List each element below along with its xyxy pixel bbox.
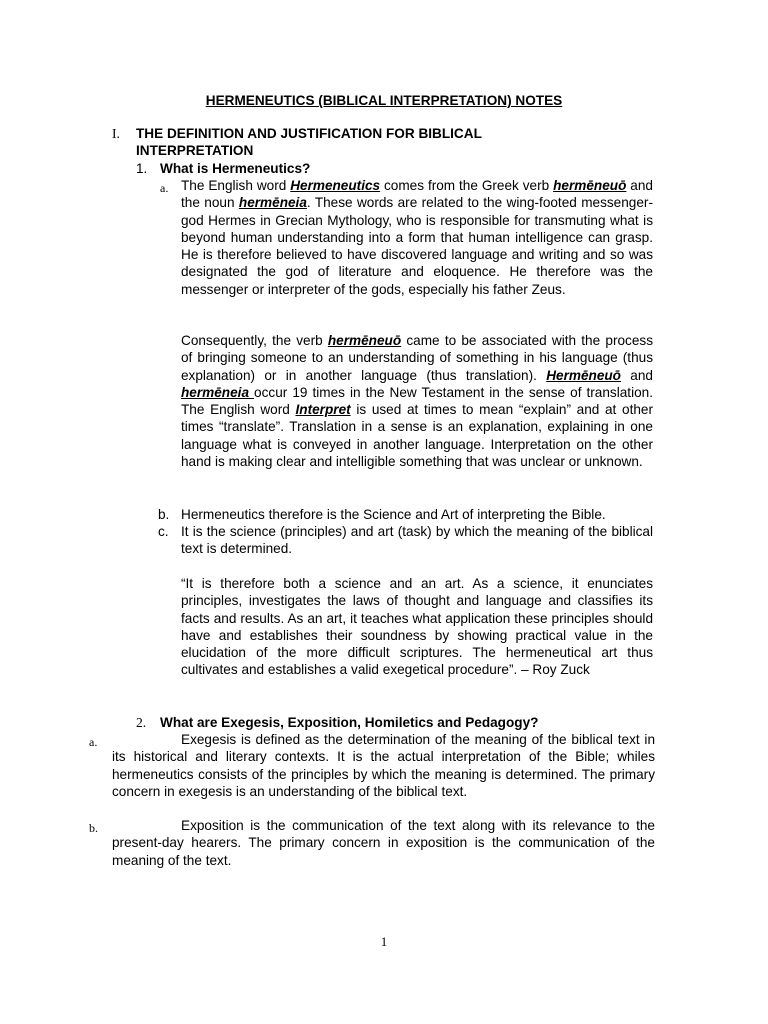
paragraph-text [181, 332, 653, 470]
term: Hermeneutics [290, 178, 381, 193]
text-span: The English word [181, 178, 291, 193]
subsection-number: 1. [136, 161, 148, 176]
item-marker: c. [158, 524, 169, 539]
subsection-heading [136, 160, 310, 177]
text-span: and [621, 367, 653, 383]
paragraph [112, 817, 655, 869]
paragraph-text: Hermeneutics therefore is the Science and Art of interpreting the Bible. [181, 507, 606, 522]
subsection-title: What is Hermeneutics? [160, 161, 311, 176]
text-span: came to be associated with the process of bringing someone to an understanding of something in his language (thus explanation) or in another language (thus translation). [181, 333, 653, 383]
text-span: comes from the Greek verb [380, 178, 554, 193]
item-marker: a. [89, 735, 98, 749]
subsection-title: What are Exegesis, Exposition, Homiletics and Pedagogy? [160, 715, 539, 730]
text-span: and the noun [181, 178, 653, 211]
paragraph [181, 177, 653, 298]
term: hermēneuō [327, 333, 402, 348]
quotation-text: “It is therefore both a science and an art. As a science, it enunciates principles, investigates the laws of thought and language and classifies its facts and results. As an art, it teaches what application these principles should have and establishes their soundness by showing practical value in the elucidation of the more difficult scriptures. The hermeneutical art thus cultivates and establishes a valid exegetical procedure”. – Roy Zuck [181, 576, 653, 678]
term: Hermēneuō [546, 367, 621, 383]
paragraph-text: It is the science (principles) and art (task) by which the meaning of the biblical text is determined. [181, 524, 653, 557]
item-marker: a. [160, 181, 169, 195]
paragraph [181, 332, 653, 470]
term: hermēneuō [553, 178, 627, 193]
paragraph [181, 506, 653, 523]
section-number: I. [112, 126, 120, 141]
text-span: is used at times to mean “explain” and at other times “translate”. Translation in a sense is an explanation, explaining in one language what is conveyed in another language. Interpretation on the other hand is making clear and intelligible something that was unclear or unknown. [181, 402, 653, 470]
paragraph-text: Exposition is the communication of the text along with its relevance to the present-day hearers. The primary concern in exposition is the communication of the meaning of the text. [112, 818, 655, 868]
paragraph-text: Exegesis is defined as the determination of the meaning of the biblical text in its historical and literary contexts. It is the actual interpretation of the Bible; whiles hermeneutics consists of the principles by which the meaning is determined. The primary concern in exegesis is an understanding of the biblical text. [112, 732, 655, 799]
paragraph [181, 523, 653, 558]
page-number: 1 [380, 934, 388, 949]
term: hermēneia [238, 195, 307, 211]
document-title: HERMENEUTICS (BIBLICAL INTERPRETATION) NOTES [205, 93, 563, 108]
term: Interpret [295, 402, 351, 418]
text-span: occur 19 times in the New Testament in the sense of translation. The English word [181, 384, 654, 418]
section-title: THE DEFINITION AND JUSTIFICATION FOR BIBLICAL INTERPRETATION [136, 126, 482, 159]
text-span: Consequently, the verb [181, 333, 328, 348]
quotation [181, 575, 653, 679]
term: hermēneia [181, 384, 255, 400]
item-marker: b. [89, 821, 98, 835]
paragraph [112, 731, 655, 800]
paragraph-text [181, 177, 653, 298]
subsection-heading [136, 714, 538, 731]
text-span: . These words are related to the wing-footed messenger-god Hermes in Grecian Mythology, who is responsible for transmuting what is beyond human understanding into a form that human intelligence can grasp. He is therefore believed to have discovered language and writing and so was designated the god of literature and eloquence. He therefore was the messenger or interpreter of the gods, especially his father Zeus. [181, 195, 653, 297]
subsection-number: 2. [136, 715, 147, 730]
item-marker: b. [158, 507, 170, 522]
